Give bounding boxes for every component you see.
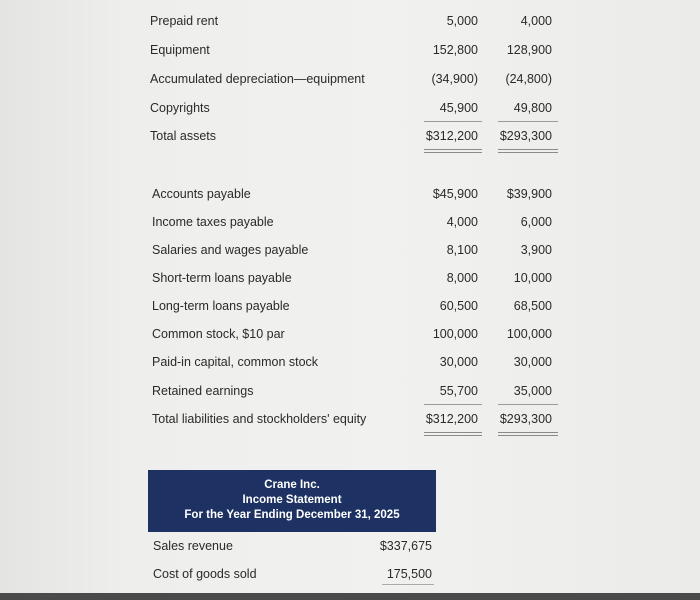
table-row xyxy=(0,327,700,347)
row-label: Equipment xyxy=(150,43,210,57)
row-label: Total assets xyxy=(150,129,217,143)
income-row-label: Sales revenue xyxy=(153,539,233,553)
table-row xyxy=(0,384,700,404)
table-row xyxy=(0,43,700,63)
table-row xyxy=(0,187,700,207)
row-label: Accounts payable xyxy=(152,187,251,201)
total-row xyxy=(0,129,700,149)
row-label: Paid-in capital, common stock xyxy=(152,355,319,369)
table-row xyxy=(0,355,700,375)
table-row xyxy=(0,72,700,92)
row-label: Prepaid rent xyxy=(150,14,219,28)
table-row xyxy=(0,243,700,263)
value-2024: 35,000 xyxy=(513,384,552,398)
value-2025: $312,200 xyxy=(425,129,478,143)
value-2024: 49,800 xyxy=(513,101,552,115)
value-2025: 30,000 xyxy=(439,355,478,369)
value-2024: 6,000 xyxy=(520,215,552,229)
value-2024: $293,300 xyxy=(499,129,552,143)
row-label: Long-term loans payable xyxy=(152,299,290,313)
row-label: Copyrights xyxy=(150,101,210,115)
value-2024: 4,000 xyxy=(520,14,552,28)
row-label: Common stock, $10 par xyxy=(152,327,285,341)
value-2025: 5,000 xyxy=(446,14,478,28)
table-row xyxy=(0,101,700,121)
value-2024: 10,000 xyxy=(513,271,552,285)
total-row xyxy=(0,412,700,432)
subtotal-rule xyxy=(382,584,434,585)
subtotal-rule xyxy=(498,404,558,405)
table-row xyxy=(0,215,700,235)
value-2024: 68,500 xyxy=(513,299,552,313)
value-2024: (24,800) xyxy=(505,72,552,86)
table-row xyxy=(0,299,700,319)
row-label: Income taxes payable xyxy=(152,215,274,229)
statement-title: Income Statement xyxy=(242,494,342,506)
value-2025: 8,000 xyxy=(446,271,478,285)
subtotal-rule xyxy=(424,404,482,405)
row-label: Retained earnings xyxy=(152,384,254,398)
total-double-rule xyxy=(424,432,482,436)
value-2025: 4,000 xyxy=(446,215,478,229)
value-2024: $39,900 xyxy=(506,187,552,201)
value-2025: (34,900) xyxy=(431,72,478,86)
value-2025: 60,500 xyxy=(439,299,478,313)
value-2025: $312,200 xyxy=(425,412,478,426)
total-double-rule xyxy=(424,149,482,153)
value-2025: 8,100 xyxy=(446,243,478,257)
row-label: Total liabilities and stockholders' equity xyxy=(152,412,367,426)
value-2024: 30,000 xyxy=(513,355,552,369)
income-row-value: 175,500 xyxy=(386,567,432,581)
value-2024: 100,000 xyxy=(506,327,552,341)
subtotal-rule xyxy=(424,121,482,122)
total-double-rule xyxy=(498,432,558,436)
row-label: Accumulated depreciation—equipment xyxy=(150,72,365,86)
value-2024: $293,300 xyxy=(499,412,552,426)
value-2024: 128,900 xyxy=(506,43,552,57)
subtotal-rule xyxy=(498,121,558,122)
table-row xyxy=(0,14,700,34)
total-double-rule xyxy=(498,149,558,153)
row-label: Short-term loans payable xyxy=(152,271,292,285)
value-2025: 152,800 xyxy=(432,43,478,57)
value-2025: 100,000 xyxy=(432,327,478,341)
value-2025: $45,900 xyxy=(432,187,478,201)
income-statement-header xyxy=(148,470,436,532)
company-name: Crane Inc. xyxy=(264,479,320,491)
row-label: Salaries and wages payable xyxy=(152,243,309,257)
value-2024: 3,900 xyxy=(520,243,552,257)
value-2025: 55,700 xyxy=(439,384,478,398)
value-2025: 45,900 xyxy=(439,101,478,115)
screen-edge-bar xyxy=(0,593,700,600)
income-row-value: $337,675 xyxy=(379,539,432,553)
statement-period: For the Year Ending December 31, 2025 xyxy=(184,509,400,521)
income-row-label: Cost of goods sold xyxy=(153,567,257,581)
table-row xyxy=(0,271,700,291)
